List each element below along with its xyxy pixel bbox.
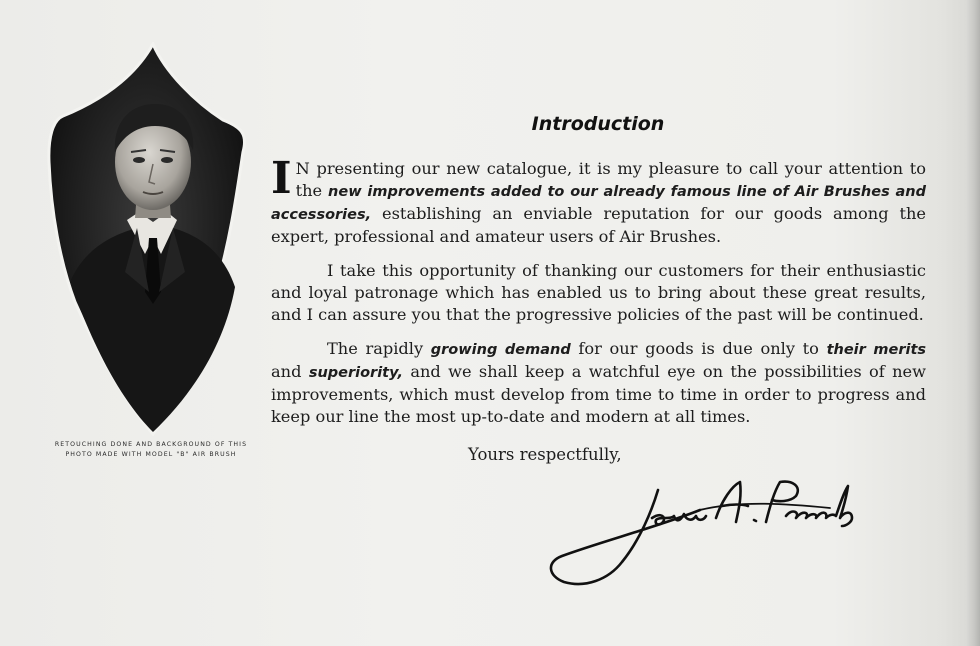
- signature-icon: [540, 470, 860, 595]
- caption-line-2: PHOTO MADE WITH MODEL "B" AIR BRUSH: [65, 451, 237, 458]
- drop-cap: I: [271, 153, 292, 204]
- paragraph-2-text: I take this opportunity of thanking our customers for their enthusiastic and loyal patronage which has enabled us to bring about these great results, and I can assure you that the progressive policies of the past will be continued.: [271, 261, 926, 324]
- paragraph-3-text-a: The rapidly: [327, 339, 431, 358]
- letter-body: [271, 153, 927, 440]
- paragraph-3-text-b: for our goods is due only to: [570, 339, 827, 358]
- paragraph-3-text-c: and: [271, 362, 309, 381]
- paragraph-1-emphasis: new improvements added to our already famous line of Air Brushes and accessories,: [271, 184, 927, 223]
- paragraph-2: [271, 260, 926, 326]
- closing-line: Yours respectfully,: [468, 445, 622, 464]
- paragraph-3-emphasis-3: superiority,: [308, 365, 403, 381]
- caption-line-1: RETOUCHING DONE AND BACKGROUND OF THIS: [54, 441, 248, 448]
- paragraph-1-text-a: N presenting our new catalogue, it is my pleasure to call your attention to the: [295, 159, 926, 200]
- paragraph-3-emphasis-1: growing demand: [430, 342, 571, 358]
- portrait-photo: [45, 42, 250, 437]
- page-title: Introduction: [531, 113, 665, 135]
- paragraph-1: [271, 153, 927, 248]
- paragraph-3-text-d: and we shall keep a watchful eye on the possibilities of new improvements, which must develop from time to time in order to progress and keep our line the most up-to-date and modern at all times.: [271, 362, 926, 426]
- paragraph-3: [271, 338, 926, 428]
- paragraph-1-text-b: establishing an enviable reputation for our goods among the expert, professional and amateur users of Air Brushes.: [271, 204, 926, 246]
- page-edge-shadow: [966, 0, 980, 646]
- photo-caption: [36, 440, 266, 460]
- paragraph-3-emphasis-2: their merits: [826, 342, 927, 358]
